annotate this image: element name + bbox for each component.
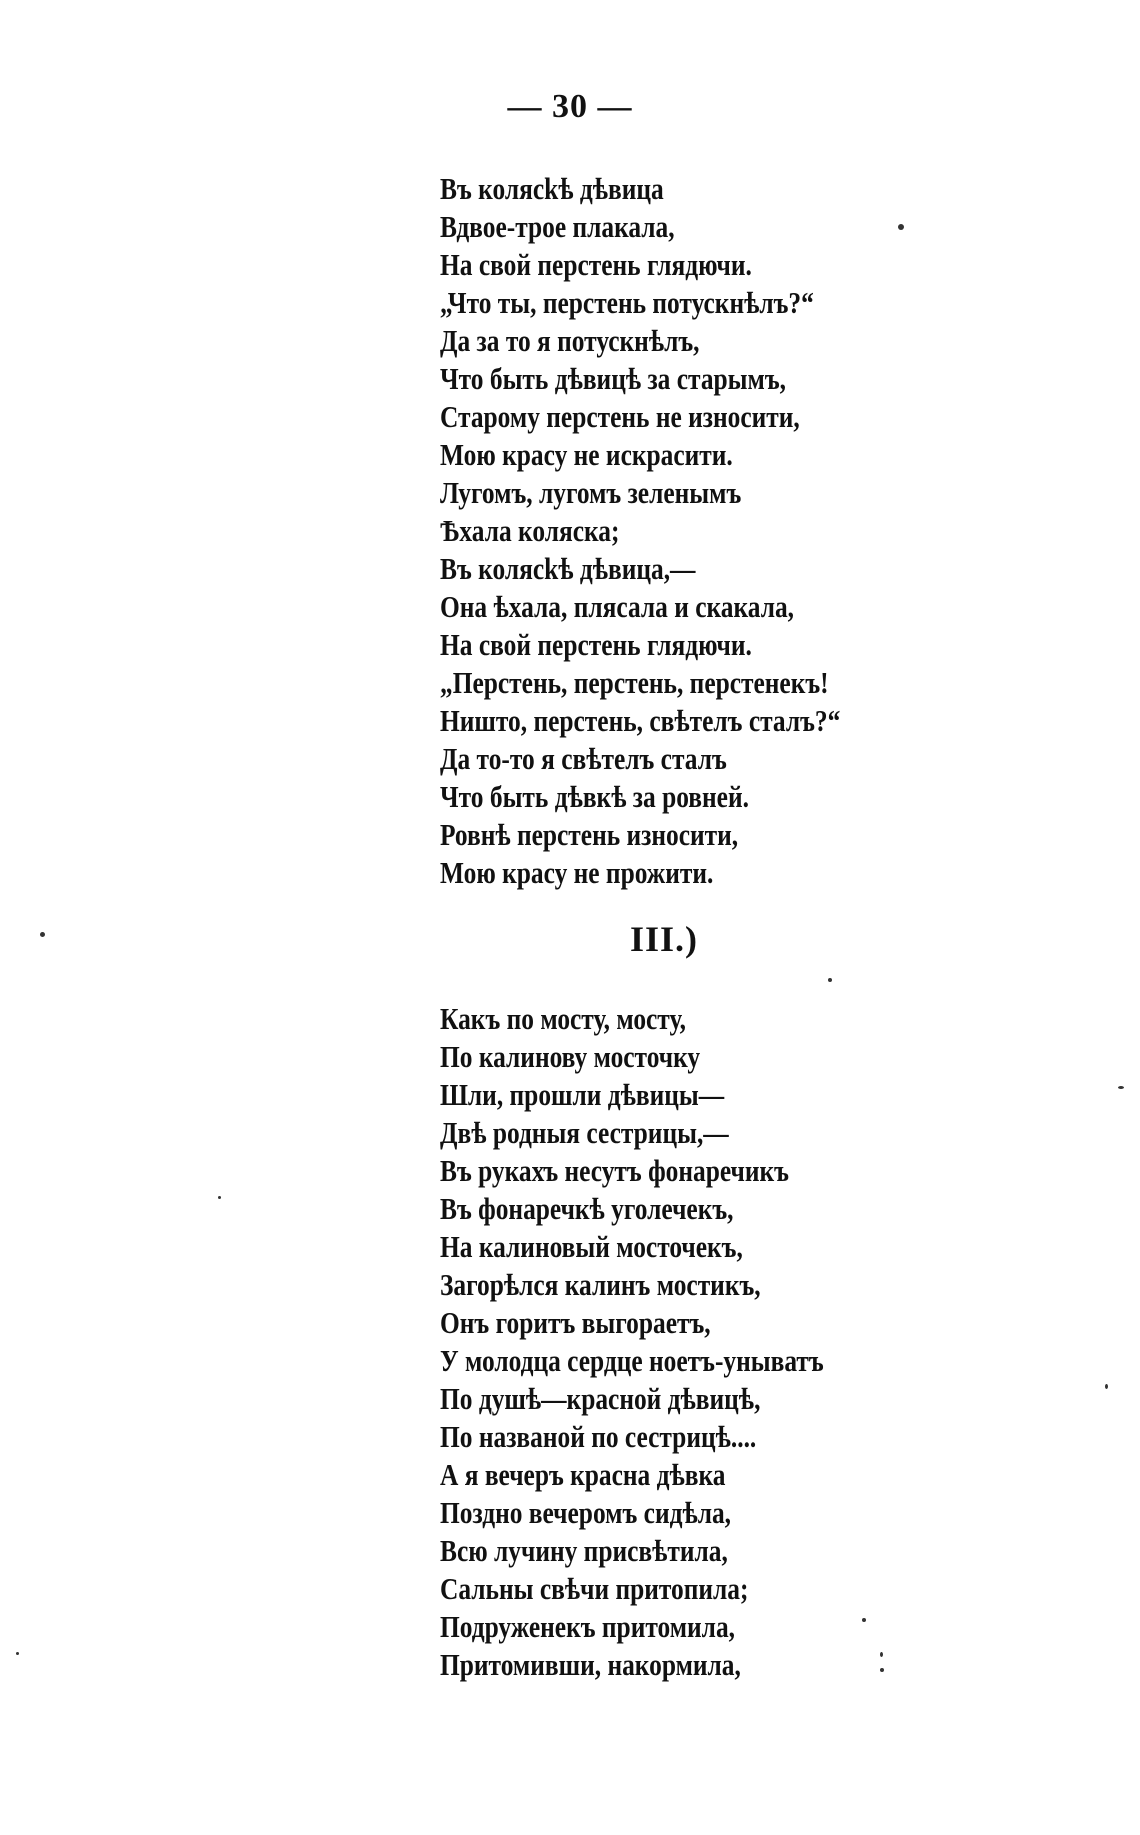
verse-line: Да то-то я свѣтелъ сталъ <box>440 741 727 776</box>
verse-line: Въ колясkѣ дѣвица,— <box>440 551 696 586</box>
verse-line: Ништо, перстень, свѣтелъ сталъ?“ <box>440 703 841 738</box>
verse-line: Ровнѣ перстень износити, <box>440 817 739 852</box>
verse-line: У молодца сердце ноетъ-уныватъ <box>440 1343 824 1378</box>
scan-speck <box>218 1196 221 1199</box>
scan-speck <box>40 932 45 937</box>
section-heading: III.) <box>630 919 699 959</box>
verse-line: А я вечеръ красна дѣвка <box>440 1457 726 1492</box>
verse-line: Что быть дѣвкѣ за ровней. <box>440 779 749 814</box>
verse-line: Шли, прошли дѣвицы— <box>440 1077 725 1112</box>
verse-line: Всю лучину присвѣтила, <box>440 1533 728 1568</box>
verse-line: Да за то я потускнѣлъ, <box>440 323 700 358</box>
scan-speck <box>16 1652 19 1655</box>
verse-line: По калинову мосточку <box>440 1039 701 1074</box>
verse-line: Какъ по мосту, мосту, <box>440 1001 686 1036</box>
verse-line: На свой перстень глядючи. <box>440 627 752 662</box>
scan-speck <box>1118 1086 1124 1089</box>
verse-line: На калиновый мосточекъ, <box>440 1229 743 1264</box>
scan-speck <box>1105 1384 1108 1389</box>
verse-line: Вдвое-трое плакала, <box>440 209 675 244</box>
verse-line: Онъ горитъ выгораетъ, <box>440 1305 711 1340</box>
scan-speck <box>898 224 904 230</box>
verse-line: Она ѣхала, плясала и скакала, <box>440 589 795 624</box>
verse-line: „Перстень, перстень, перстенекъ! <box>440 665 829 700</box>
verse-line: Мою красу не прожити. <box>440 855 714 890</box>
verse-line: Что быть дѣвицѣ за старымъ, <box>440 361 787 396</box>
verse-line: Въ фонаречкѣ уголечекъ, <box>440 1191 734 1226</box>
verse-line: Старому перстень не износити, <box>440 399 800 434</box>
scan-speck <box>880 1652 883 1657</box>
verse-line: Сальны свѣчи притопила; <box>440 1571 749 1606</box>
page-number: — 30 — <box>507 88 633 125</box>
verse-line: Въ колясkѣ дѣвица <box>440 171 664 206</box>
verse-line: По душѣ—красной дѣвицѣ, <box>440 1381 761 1416</box>
verse-line: На свой перстень глядючи. <box>440 247 752 282</box>
verse-line: Ѣхала коляска; <box>440 513 620 548</box>
poem-stanza-2 <box>440 1000 908 1684</box>
verse-line: По названой по сестрицѣ.... <box>440 1419 757 1454</box>
verse-line: „Что ты, перстень потускнѣлъ?“ <box>440 285 814 320</box>
verse-line: Притомивши, накормила, <box>440 1647 741 1682</box>
poem-stanza-1 <box>440 170 928 892</box>
verse-line: Подруженекъ притомила, <box>440 1609 736 1644</box>
verse-line: Мою красу не искрасити. <box>440 437 733 472</box>
scan-speck <box>862 1618 866 1622</box>
verse-line: Загорѣлся калинъ мостикъ, <box>440 1267 761 1302</box>
verse-line: Лугомъ, лугомъ зеленымъ <box>440 475 742 510</box>
scan-speck <box>880 1668 884 1672</box>
verse-line: Поздно вечеромъ сидѣла, <box>440 1495 732 1530</box>
scan-speck <box>828 978 832 982</box>
verse-line: Въ рукахъ несутъ фонаречикъ <box>440 1153 789 1188</box>
verse-line: Двѣ родныя сестрицы,— <box>440 1115 729 1150</box>
